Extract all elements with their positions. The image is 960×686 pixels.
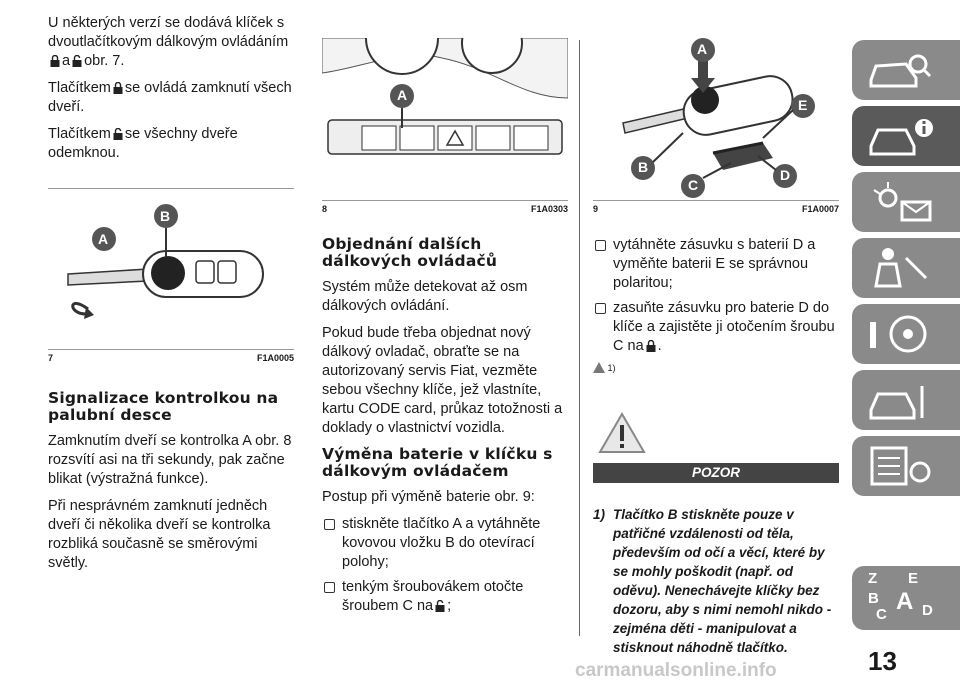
fig7-label-b: B bbox=[160, 208, 171, 224]
fig9-number: 9 bbox=[593, 204, 599, 214]
unlock-paragraph: Tlačítkem se všechny dveře odemknou. bbox=[48, 126, 238, 161]
tab-airbag[interactable] bbox=[852, 238, 960, 298]
tab-index[interactable] bbox=[852, 566, 960, 630]
fig9-label-c: C bbox=[688, 177, 699, 193]
dashboard-illustration bbox=[322, 38, 568, 200]
fig8-code: F1A0303 bbox=[530, 204, 568, 214]
checkbox-bullet-icon bbox=[324, 519, 335, 530]
airbag-person-icon bbox=[866, 246, 936, 290]
heading-objednani: Objednání dalších dálkových ovládačů bbox=[322, 235, 498, 270]
fig9-label-e: E bbox=[798, 97, 808, 113]
car-breakdown-icon bbox=[866, 378, 936, 422]
tab-warning-lights[interactable] bbox=[852, 172, 960, 232]
car-search-icon bbox=[866, 48, 936, 92]
warning-note-ref: 1) bbox=[593, 362, 839, 373]
lock-paragraph: Tlačítkem se ovládá zamknutí všech dveří. bbox=[48, 80, 292, 115]
order-paragraph-2: Pokud bude třeba objednat nový dálkový ovladač, obraťte se na autorizovaný servis Fiat, vezměte sebou všechny klíče, jež vlastníte, kartu CODE card, průkaz totožnosti a doklady o vlastnictví vozidla. bbox=[322, 325, 563, 436]
column-1 bbox=[48, 14, 293, 171]
fig8-number: 8 bbox=[322, 204, 328, 214]
lock-closed-icon bbox=[113, 82, 123, 94]
lock-closed-icon bbox=[646, 340, 656, 352]
warning-number: 1) bbox=[593, 507, 606, 522]
column-2 bbox=[322, 236, 568, 622]
lock-closed-icon bbox=[50, 55, 60, 67]
fig7-number: 7 bbox=[48, 353, 54, 363]
warning-triangle-small-icon bbox=[593, 362, 605, 373]
fig9-label-b: B bbox=[638, 159, 649, 175]
key-battery-illustration bbox=[593, 38, 839, 200]
signal-paragraph-1: Zamknutím dveří se kontrolka A obr. 8 rozsvítí asi na tři sekundy, pak začne blikat (výstražná funkce). bbox=[48, 433, 292, 487]
checkbox-bullet-icon bbox=[595, 303, 606, 314]
column-3 bbox=[593, 236, 839, 373]
figure-7 bbox=[48, 188, 294, 363]
service-list-icon bbox=[866, 444, 936, 488]
index-letters-icon: Z E B A C D bbox=[868, 570, 933, 623]
warning-lights-icon bbox=[866, 180, 936, 224]
fig8-label-a: A bbox=[397, 87, 408, 103]
watermark: carmanualsonline.info bbox=[575, 660, 777, 681]
list-item: vytáhněte zásuvku s baterií D a vyměňte baterii E se správnou polaritou; bbox=[593, 236, 839, 293]
fig9-label-a: A bbox=[697, 41, 708, 57]
warning-text bbox=[593, 505, 839, 657]
key-fob-illustration bbox=[48, 189, 294, 349]
tab-car-info[interactable] bbox=[852, 106, 960, 166]
heading-vymena-baterie: Výměna baterie v klíčku s dálkovým ovládačem bbox=[322, 445, 553, 480]
tab-breakdown[interactable] bbox=[852, 370, 960, 430]
checkbox-bullet-icon bbox=[324, 582, 335, 593]
steering-wheel-icon bbox=[866, 312, 936, 356]
checkbox-bullet-icon bbox=[595, 240, 606, 251]
car-info-icon bbox=[866, 114, 936, 158]
tab-service[interactable] bbox=[852, 436, 960, 496]
lock-open-icon bbox=[435, 600, 445, 612]
tab-car-search[interactable] bbox=[852, 40, 960, 100]
intro-paragraph: U některých verzí se dodává klíček s dvoutlačítkovým dálkovým ovládáním a obr. 7. bbox=[48, 15, 289, 69]
tab-steering[interactable] bbox=[852, 304, 960, 364]
figure-9 bbox=[593, 38, 839, 214]
figure-8 bbox=[322, 38, 568, 214]
warning-body: Tlačítko B stiskněte pouze v patřičné vzdálenosti od těla, především od očí a věcí, které by se mohly poškodit (např. od oděvu). Nenechávejte klíčky bez dozoru, aby s nimi nemohl nikdo - zejména děti - manipulovat a stisknout náhodně tlačítko. bbox=[613, 507, 832, 655]
battery-intro: Postup při výměně baterie obr. 9: bbox=[322, 489, 535, 505]
signal-paragraph-2: Při nesprávném zamknutí jedněch dveří či několika dveří se kontrolka rozbliká současně se směrovými světly. bbox=[48, 498, 271, 571]
fig9-code: F1A0007 bbox=[801, 204, 839, 214]
list-item: stiskněte tlačítko A a vytáhněte kovovou vložku B do otevírací polohy; bbox=[322, 515, 568, 572]
column-1-lower bbox=[48, 390, 293, 581]
fig9-label-d: D bbox=[780, 167, 791, 183]
fig7-code: F1A0005 bbox=[256, 353, 294, 363]
pozor-banner: POZOR bbox=[593, 463, 839, 483]
lock-open-icon bbox=[113, 128, 123, 140]
heading-signalizace: Signalizace kontrolkou na palubní desce bbox=[48, 389, 279, 424]
fig7-label-a: A bbox=[98, 231, 109, 247]
list-item: zasuňte zásuvku pro baterie D do klíče a zajistěte ji otočením šroubu C na . bbox=[593, 299, 839, 356]
order-paragraph-1: Systém může detekovat až osm dálkových ovládání. bbox=[322, 279, 528, 314]
list-item: tenkým šroubovákem otočte šroubem C na ; bbox=[322, 578, 568, 616]
lock-open-icon bbox=[72, 55, 82, 67]
warning-triangle-icon bbox=[598, 412, 646, 454]
page-number: 13 bbox=[868, 646, 897, 676]
column-divider bbox=[579, 40, 580, 636]
